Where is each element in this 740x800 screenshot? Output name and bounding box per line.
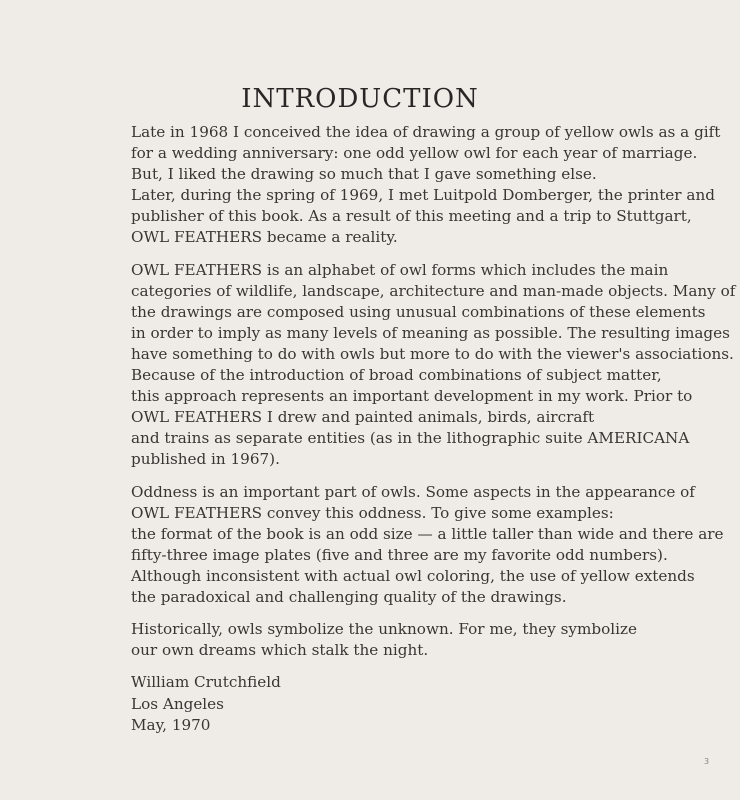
text-line: Oddness is an important part of owls. Some aspects in the appearance of (131, 482, 695, 501)
text-line: this approach represents an important development in my work. Prior to (131, 387, 693, 406)
text-line: Although inconsistent with actual owl coloring, the use of yellow extends (131, 566, 695, 585)
text-line: have something to do with owls but more to do with the viewer's associations. (131, 344, 734, 363)
text-line: OWL FEATHERS is an alphabet of owl forms which includes the main (131, 260, 669, 279)
introduction-body (131, 122, 736, 747)
text-line: Historically, owls symbolize the unknown. For me, they symbolize (131, 620, 637, 639)
author-name: William Crutchfield (131, 673, 281, 692)
text-line: Late in 1968 I conceived the idea of drawing a group of yellow owls as a gift (131, 123, 721, 141)
text-line: Later, during the spring of 1969, I met Luitpold Domberger, the printer and (131, 186, 715, 205)
signature-block (131, 672, 706, 736)
text-line: and trains as separate entities (as in the lithographic suite AMERICANA (131, 429, 690, 448)
text-line: OWL FEATHERS convey this oddness. To give some examples: (131, 503, 614, 522)
page-number: 3 (704, 757, 710, 766)
text-line: for a wedding anniversary: one odd yellow owl for each year of marriage. (131, 144, 698, 163)
text-line: But, I liked the drawing so much that I gave something else. (131, 165, 597, 184)
text-line: the format of the book is an odd size — a little taller than wide and there are (131, 524, 724, 543)
page-title: INTRODUCTION (241, 84, 479, 114)
text-line: our own dreams which stalk the night. (131, 641, 429, 660)
text-line: publisher of this book. As a result of this meeting and a trip to Stuttgart, (131, 207, 692, 226)
text-line: categories of wildlife, landscape, architecture and man-made objects. Many of (131, 281, 736, 300)
paragraph-2 (131, 260, 736, 471)
text-line: the drawings are composed using unusual combinations of these elements (131, 302, 706, 321)
author-location: Los Angeles (131, 694, 224, 713)
text-line: Because of the introduction of broad combinations of subject matter, (131, 366, 662, 385)
paragraph-3 (131, 482, 724, 609)
text-line: fifty-three image plates (five and three are my favorite odd numbers). (131, 545, 668, 564)
text-line: published in 1967). (131, 450, 280, 469)
paragraph-1 (131, 122, 721, 249)
text-line: in order to imply as many levels of meaning as possible. The resulting images (131, 323, 730, 342)
text-line: the paradoxical and challenging quality of the drawings. (131, 587, 567, 606)
paragraph-4 (131, 619, 706, 661)
text-line: OWL FEATHERS I drew and painted animals, birds, aircraft (131, 408, 595, 427)
text-line: OWL FEATHERS became a reality. (131, 228, 398, 247)
signature-date: May, 1970 (131, 716, 211, 735)
